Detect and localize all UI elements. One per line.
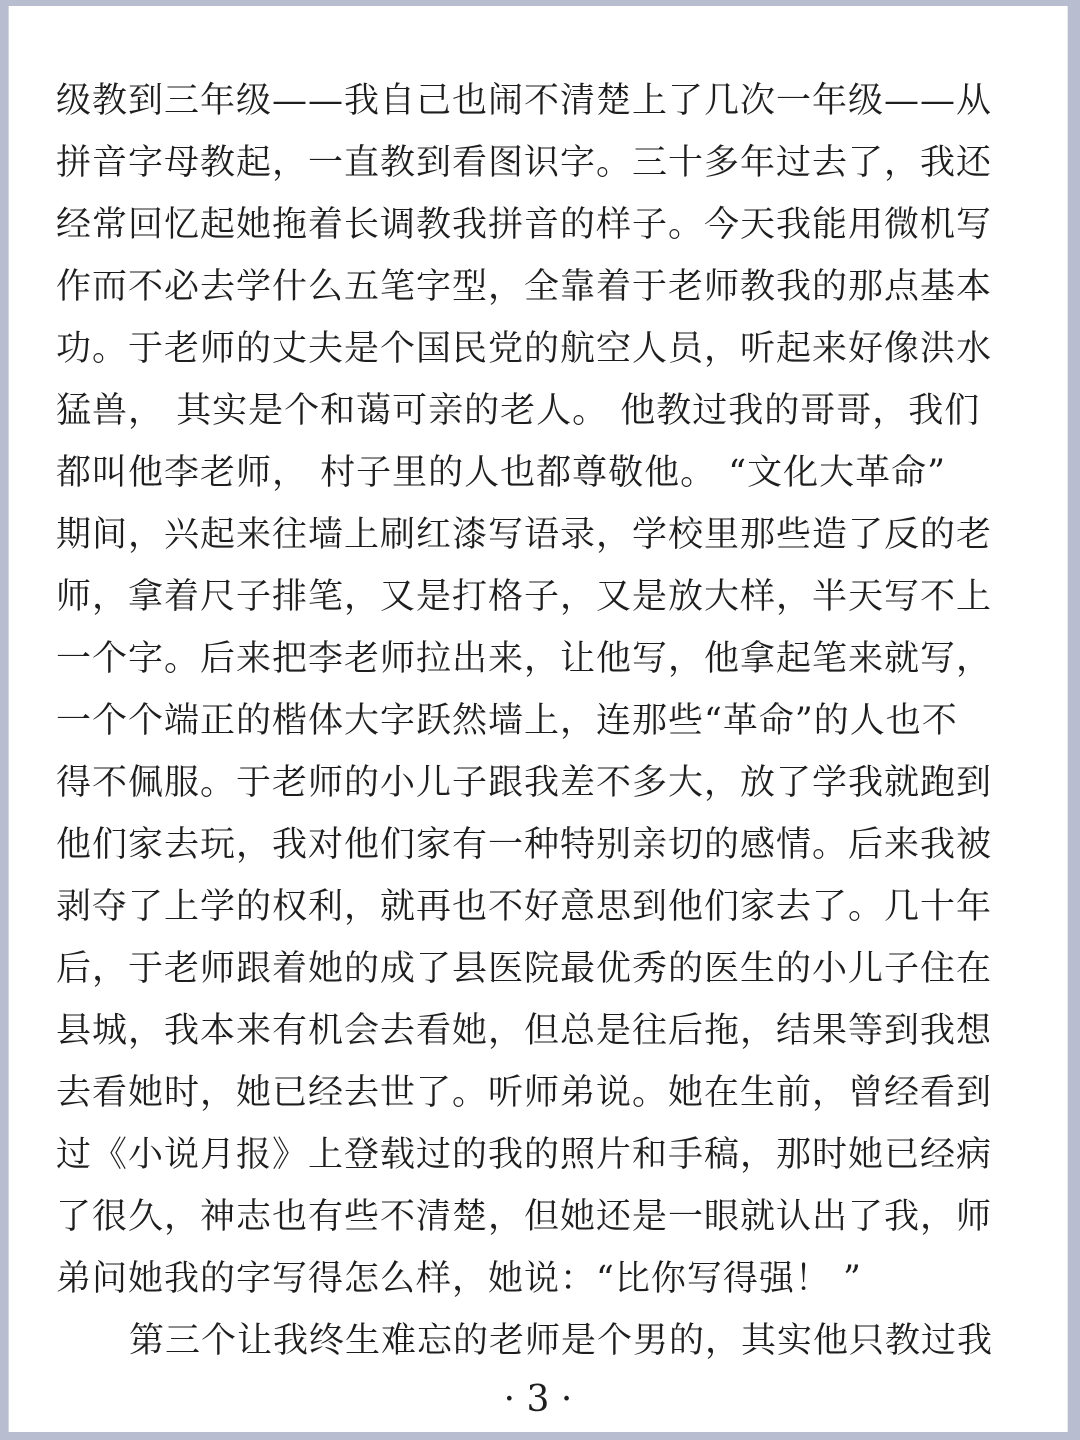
text-line: 他们家去玩，我对他们家有一种特别亲切的感情。后来我被 <box>56 825 993 865</box>
text-line: 后，于老师跟着她的成了县医院最优秀的医生的小儿子住在 <box>56 949 993 989</box>
text-line: 师，拿着尺子排笔，又是打格子，又是放大样，半天写不上 <box>56 577 993 617</box>
document-page <box>8 6 1067 1432</box>
text-line: 弟问她我的字写得怎么样，她说：“比你写得强！ ” <box>56 1259 862 1299</box>
text-line: 作而不必去学什么五笔字型，全靠着于老师教我的那点基本 <box>56 267 993 307</box>
text-line: 级教到三年级——我自己也闹不清楚上了几次一年级——从 <box>56 81 993 121</box>
text-line: 了很久，神志也有些不清楚，但她还是一眼就认出了我，师 <box>56 1197 993 1237</box>
text-line: 期间，兴起来往墙上刷红漆写语录，学校里那些造了反的老 <box>56 515 993 555</box>
text-line: 拼音字母教起，一直教到看图识字。三十多年过去了，我还 <box>56 143 993 183</box>
text-line: 剥夺了上学的权利，就再也不好意思到他们家去了。几十年 <box>56 887 993 927</box>
paragraph-start-line: 第三个让我终生难忘的老师是个男的，其实他只教过我 <box>129 1321 994 1361</box>
text-line: 过《小说月报》上登载过的我的照片和手稿，那时她已经病 <box>56 1135 993 1175</box>
text-line: 一个字。后来把李老师拉出来，让他写，他拿起笔来就写， <box>56 639 993 679</box>
text-line: 县城，我本来有机会去看她，但总是往后拖，结果等到我想 <box>56 1011 993 1051</box>
text-line: 功。于老师的丈夫是个国民党的航空人员，听起来好像洪水 <box>56 329 993 369</box>
text-line: 一个个端正的楷体大字跃然墙上，连那些“革命”的人也不 <box>56 701 958 741</box>
text-line: 都叫他李老师， 村子里的人也都尊敬他。 “文化大革命” <box>56 453 947 493</box>
body-text <box>56 70 1031 1372</box>
text-line: 猛兽， 其实是个和蔼可亲的老人。 他教过我的哥哥，我们 <box>56 391 981 431</box>
text-line: 经常回忆起她拖着长调教我拼音的样子。今天我能用微机写 <box>56 205 993 245</box>
page-number: · 3 · <box>503 1379 573 1420</box>
text-line: 去看她时，她已经去世了。听师弟说。她在生前，曾经看到 <box>56 1073 993 1113</box>
text-line: 得不佩服。于老师的小儿子跟我差不多大，放了学我就跑到 <box>56 763 993 803</box>
